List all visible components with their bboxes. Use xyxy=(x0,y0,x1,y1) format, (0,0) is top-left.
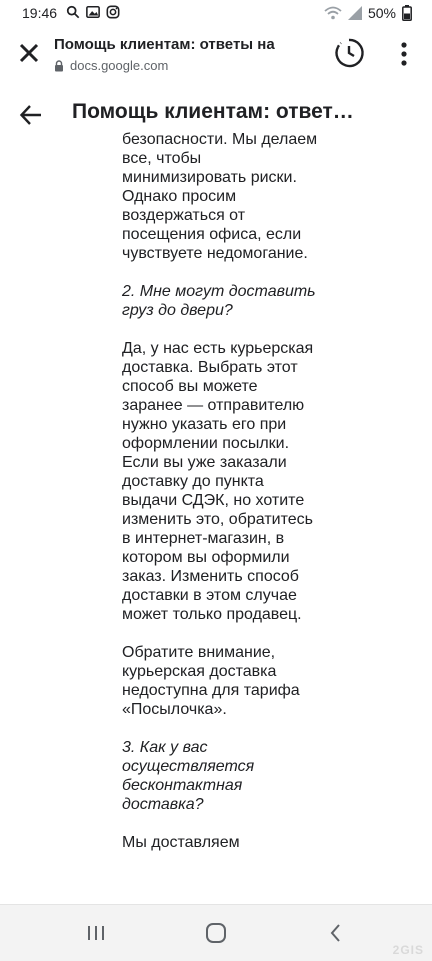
question-heading: 2. Мне могут доставить груз до двери? xyxy=(122,283,316,319)
status-bar xyxy=(0,0,432,28)
back-arrow-icon[interactable] xyxy=(16,100,46,130)
watermark: 2GIS xyxy=(392,943,424,957)
question-heading: 3. Как у вас осуществляется бесконтактная доставка? xyxy=(122,739,255,813)
close-icon[interactable] xyxy=(14,38,44,68)
document-content[interactable] xyxy=(0,131,432,904)
browser-toolbar xyxy=(0,28,432,85)
recents-icon[interactable] xyxy=(82,919,110,947)
more-vert-icon[interactable] xyxy=(392,40,416,68)
system-nav-bar xyxy=(0,904,432,961)
battery-icon xyxy=(402,5,412,21)
status-right xyxy=(324,5,412,21)
browser-page-title: Помощь клиентам: ответы на xyxy=(54,36,275,53)
status-time: 19:46 xyxy=(22,5,58,21)
search-icon xyxy=(66,5,80,19)
lock-icon xyxy=(54,60,64,72)
timer-icon[interactable] xyxy=(332,36,366,70)
signal-icon xyxy=(348,6,362,20)
document-body xyxy=(122,130,322,871)
paragraph: Обратите внимание, курьерская доставка недоступна для тарифа «Посылочка». xyxy=(122,644,300,718)
url-text: docs.google.com xyxy=(70,58,169,73)
back-icon[interactable] xyxy=(322,919,350,947)
status-left-icons xyxy=(66,5,120,19)
instagram-icon xyxy=(106,5,120,19)
url-bar[interactable] xyxy=(54,58,168,73)
paragraph: Мы доставляем xyxy=(122,834,240,851)
wifi-icon xyxy=(324,6,342,20)
gallery-icon xyxy=(86,5,100,19)
battery-percent: 50% xyxy=(367,5,396,21)
home-icon[interactable] xyxy=(202,919,230,947)
doc-title: Помощь клиентам: ответ… xyxy=(72,100,354,123)
paragraph: Да, у нас есть курьерская доставка. Выбрать этот способ вы можете заранее — отправителю нужно указать его при оформлении посылки. Если вы уже заказали доставку до пункта выдачи СДЭК, но хотите изменить это, обратитесь в интернет-магазин, в котором вы оформили заказ. Изменить способ доставки в этом случае может только продавец. xyxy=(122,340,314,623)
paragraph: безопасности. Мы делаем все, чтобы минимизировать риски. Однако просим воздержаться от посещения офиса, если чувствуете недомогание. xyxy=(122,131,318,262)
